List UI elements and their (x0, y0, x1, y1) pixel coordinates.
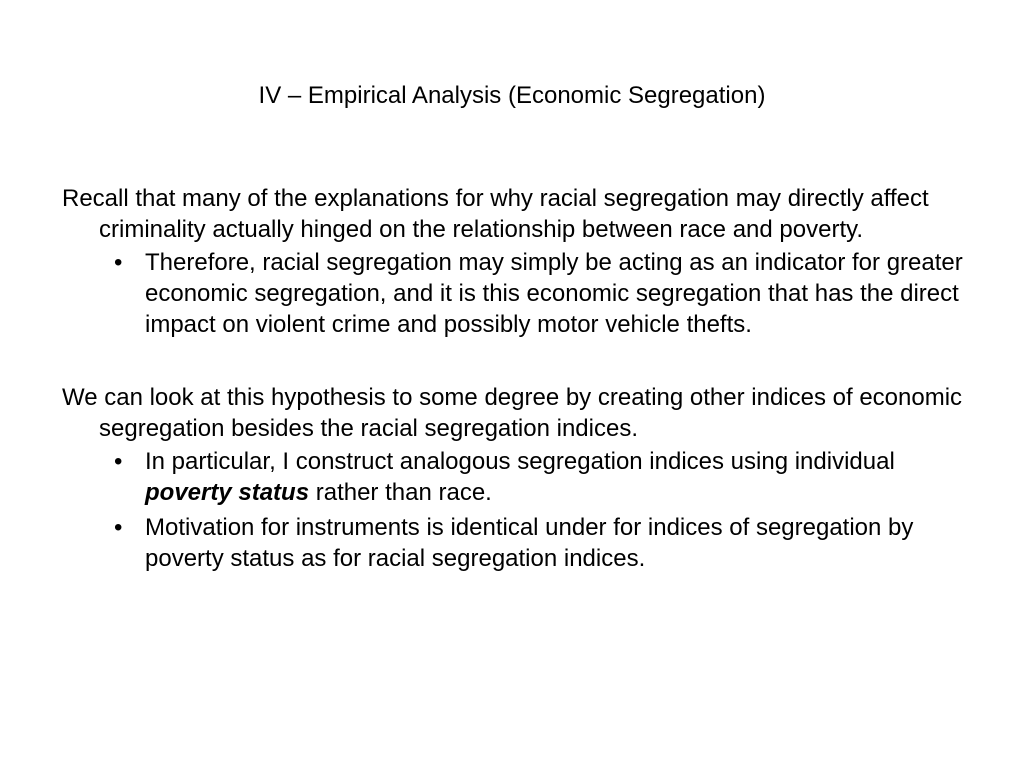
paragraph-hypothesis: We can look at this hypothesis to some degree by creating other indices of economic segregation besides the racial segregation indices. (62, 384, 963, 442)
paragraph-recall: Recall that many of the explanations for why racial segregation may directly affect criminality actually hinged on the relationship between race and poverty. (62, 185, 929, 243)
bullet-text-after: rather than race. (309, 479, 492, 506)
slide-title: IV – Empirical Analysis (Economic Segregation) (258, 82, 766, 109)
bullet-marker: • (114, 514, 123, 541)
bullet-item-therefore (62, 247, 972, 340)
bullet-item-in-particular (62, 446, 972, 508)
bullet-text-before: In particular, I construct analogous segregation indices using individual (145, 448, 895, 475)
poverty-status-emphasis: poverty status (145, 479, 310, 506)
paragraph-spacer (62, 344, 972, 382)
bullet-item-motivation (62, 512, 972, 574)
bullet-list-2 (62, 446, 972, 574)
bullet-marker: • (114, 249, 123, 276)
bullet-list-1 (62, 247, 972, 340)
bullet-text: Motivation for instruments is identical under for indices of segregation by poverty status as for racial segregation indices. (145, 514, 914, 572)
bullet-marker: • (114, 448, 123, 475)
bullet-text: Therefore, racial segregation may simply be acting as an indicator for greater economic segregation, and it is this economic segregation that has the direct impact on violent crime and possibly motor vehicle thefts. (145, 249, 963, 338)
slide-body (62, 183, 972, 578)
